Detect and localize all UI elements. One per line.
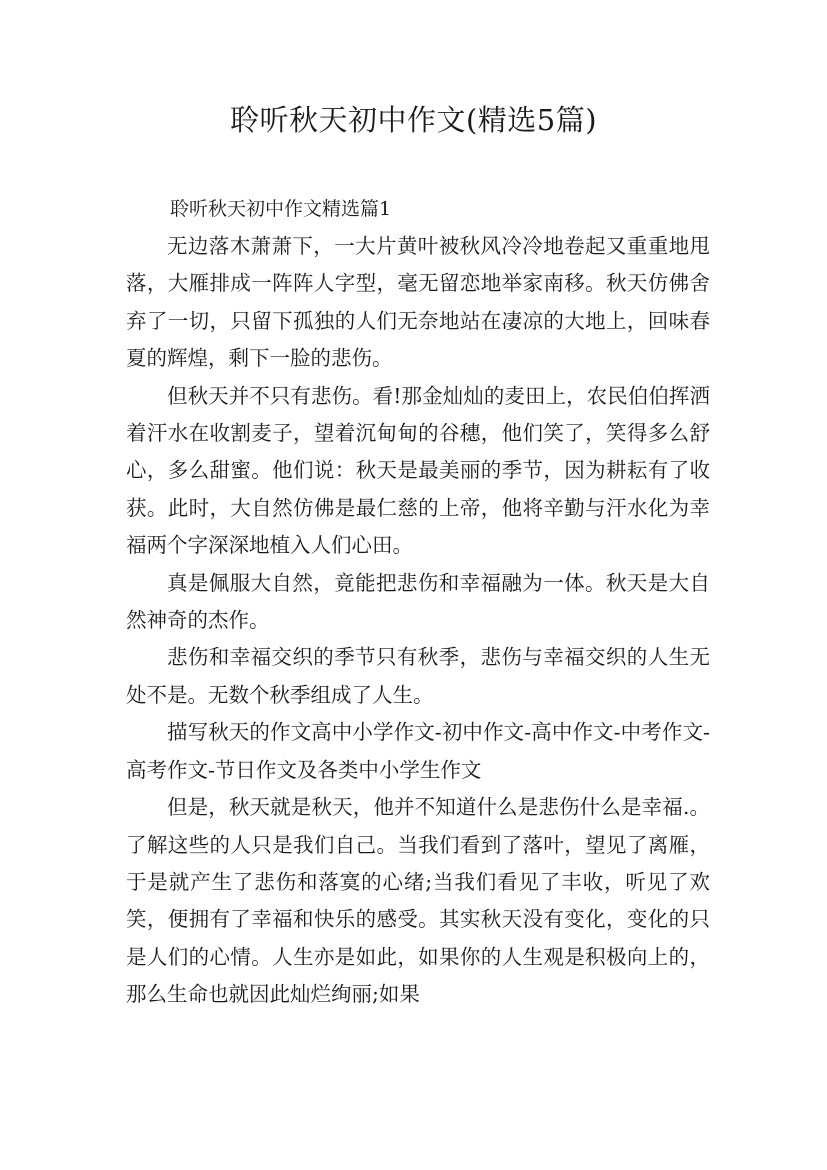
document-body (126, 191, 710, 1014)
paragraph-3: 真是佩服大自然，竟能把悲伤和幸福融为一体。秋天是大自然神奇的杰作。 (126, 570, 710, 633)
paragraph-5: 描写秋天的作文高中小学作文-初中作文-高中作文-中考作文-高考作文-节日作文及各类中小学生作文 (126, 720, 710, 782)
section-heading: 聆听秋天初中作文精选篇1 (170, 198, 392, 220)
paragraph-4: 悲伤和幸福交织的季节只有秋季，悲伤与幸福交织的人生无处不是。无数个秋季组成了人生。 (126, 645, 710, 707)
document-title: 聆听秋天初中作文(精选5篇) (229, 103, 598, 137)
paragraph-2: 但秋天并不只有悲伤。看!那金灿灿的麦田上，农民伯伯挥洒着汗水在收割麦子，望着沉甸甸的谷穗，他们笑了，笑得多么舒心，多么甜蜜。他们说：秋天是最美丽的季节，因为耕耘有了收获。此时，大自然仿佛是最仁慈的上帝，他将辛勤与汗水化为幸福两个字深深地植入人们心田。 (126, 383, 710, 558)
paragraph-6: 但是，秋天就是秋天，他并不知道什么是悲伤什么是幸福.。了解这些的人只是我们自己。当我们看到了落叶，望见了离雁，于是就产生了悲伤和落寞的心绪;当我们看见了丰收，听见了欢笑，便拥有了幸福和快乐的感受。其实秋天没有变化，变化的只是人们的心情。人生亦是如此，如果你的人生观是积极向上的，那么生命也就因此灿烂绚丽;如果 (126, 795, 710, 1007)
paragraph-1: 无边落木萧萧下，一大片黄叶被秋风冷冷地卷起又重重地甩落，大雁排成一阵阵人字型，毫无留恋地举家南移。秋天仿佛舍弃了一切，只留下孤独的人们无奈地站在凄凉的大地上，回味春夏的辉煌，剩下一脸的悲伤。 (126, 234, 710, 371)
